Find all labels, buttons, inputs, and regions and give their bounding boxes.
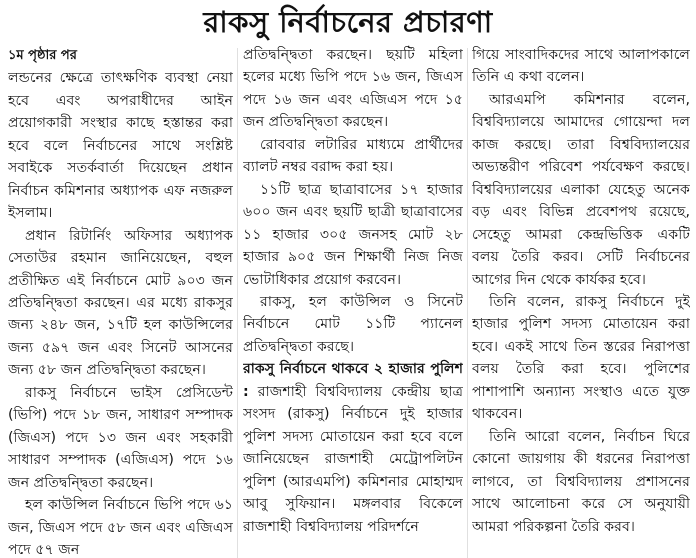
paragraph: প্রধান রিটার্নিং অফিসার অধ্যাপক সেতাউর রহমান জানিয়েছেন, বহুল প্রতীক্ষিত এই নির্বাচনে মোট ৯০৩ জন প্রতিদ্বন্দ্বিতা করছেন। এর মধ্যে রাকসুর জন্য ২৪৮ জন, ১৭টি হল কাউন্সিলের জন্য ৫৯৭ জন এবং সিনেট আসনের জন্য ৫৮ জন প্রতিদ্বন্দ্বিতা করছেন। [8,227,233,379]
paragraph: রাজশাহী বিশ্ববিদ্যালয় কেন্দ্রীয় ছাত্র সংসদ (রাকসু) নির্বাচনে দুই হাজার পুলিশ সদস্য মোতায়েন করা হবে বলে জানিয়েছেন রাজশাহী মেট্রোপলিটন পুলিশ (আরএমপি) কমিশনার মোহাম্মদ আবু সুফিয়ান। মঙ্গলবার বিকেলে রাজশাহী বিশ্ববিদ্যালয় পরিদর্শনে [243,383,463,535]
paragraph: তিনি আরো বলেন, নির্বাচন ঘিরে কোনো জায়গায় কী ধরনের নিরাপত্তা লাগবে, তা বিশ্ববিদ্যালয় প্রশাসনের সাথে আলোচনা করে সে অনুযায়ী আমরা পরিকল্পনা তৈরি করব। [472,428,690,535]
paragraph: রোববার লটারির মাধ্যমে প্রার্থীদের ব্যালট নম্বর বরাদ্দ করা হয়। [243,136,463,176]
paragraph: লন্ডনের ক্ষেত্রে তাৎক্ষণিক ব্যবস্থা নেয়া হবে এবং অপরাধীদের আইন প্রয়োগকারী সংস্থার কাছে হস্তান্তর করা হবে বলে নির্বাচনের সাথে সংশ্লিষ্ট সবাইকে সতর্কবার্তা দিয়েছেন প্রধান নির্বাচন কমিশনার অধ্যাপক এফ নজরুল ইসলাম। [8,70,233,222]
paragraph: রাকসু, হল কাউন্সিল ও সিনেট নির্বাচনে মোট ১১টি প্যানেল প্রতিদ্বন্দ্বিতা করছে। [243,293,463,355]
column-divider [467,48,468,558]
paragraph: গিয়ে সাংবাদিকদের সাথে আলাপকালে তিনি এ কথা বলেন। [472,47,690,86]
subheading: রাকসু নির্বাচনে থাকবে ২ হাজার পুলিশ : [243,361,463,400]
article-column-3 [472,44,690,558]
paragraph: রাকসু নির্বাচনে ভাইস প্রেসিডেন্ট (ভিপি) পদে ১৮ জন, সাধারণ সম্পাদক (জিএস) পদে ১৩ জন এবং সহকারী সাধারণ সম্পাদক (এজিএস) পদে ১৬ জন প্রতিদ্বন্দ্বিতা করছেন। [8,384,233,491]
headline: রাকসু নির্বাচনের প্রচারণা [203,5,493,39]
article-column-1 [8,44,233,558]
paragraph: প্রতিদ্বন্দ্বিতা করছেন। ছয়টি মহিলা হলের মধ্যে ভিপি পদে ১৬ জন, জিএস পদে ১৬ জন এবং এজিএস পদে ১৫ জন প্রতিদ্বন্দ্বিতা করছেন। [243,47,463,131]
paragraph: তিনি বলেন, রাকসু নির্বাচনে দুই হাজার পুলিশ সদস্য মোতায়েন করা হবে। একই সাথে তিন স্তরের নিরাপত্তা বলয় তৈরি করা হবে। পুলিশের পাশাপাশি অন্যান্য সংস্থাও এতে যুক্ত থাকবেন। [472,293,690,423]
continuation-label: ১ম পৃষ্ঠার পর [8,48,77,63]
paragraph: ১১টি ছাত্র ছাত্রাবাসের ১৭ হাজার ৬০০ জন এবং ছয়টি ছাত্রী ছাত্রাবাসের ১১ হাজার ৩০৫ জনসহ মোট ২৮ হাজার ৯০৫ জন শিক্ষার্থী নিজ নিজ ভোটাধিকার প্রয়োগ করবেন। [243,181,463,288]
paragraph: আরএমপি কমিশনার বলেন, বিশ্ববিদ্যালয়ে আমাদের গোয়েন্দা দল কাজ করছে। তারা বিশ্ববিদ্যালয়ের অভ্যন্তরীণ পরিবেশ পর্যবেক্ষণ করছে। বিশ্ববিদ্যালয়ের এলাকা যেহেতু অনেক বড় এবং বিভিন্ন প্রবেশপথ রয়েছে, সেহেতু আমরা কেন্দ্রভিত্তিক একটি বলয় তৈরি করব। সেটি নির্বাচনের আগের দিন থেকে কার্যকর হবে। [472,91,690,288]
article-column-2 [243,44,463,558]
column-divider [237,48,238,558]
paragraph: হল কাউন্সিল নির্বাচনে ভিপি পদে ৬১ জন, জিএস পদে ৫৮ জন এবং এজিএস পদে ৫৭ জন [8,497,233,558]
